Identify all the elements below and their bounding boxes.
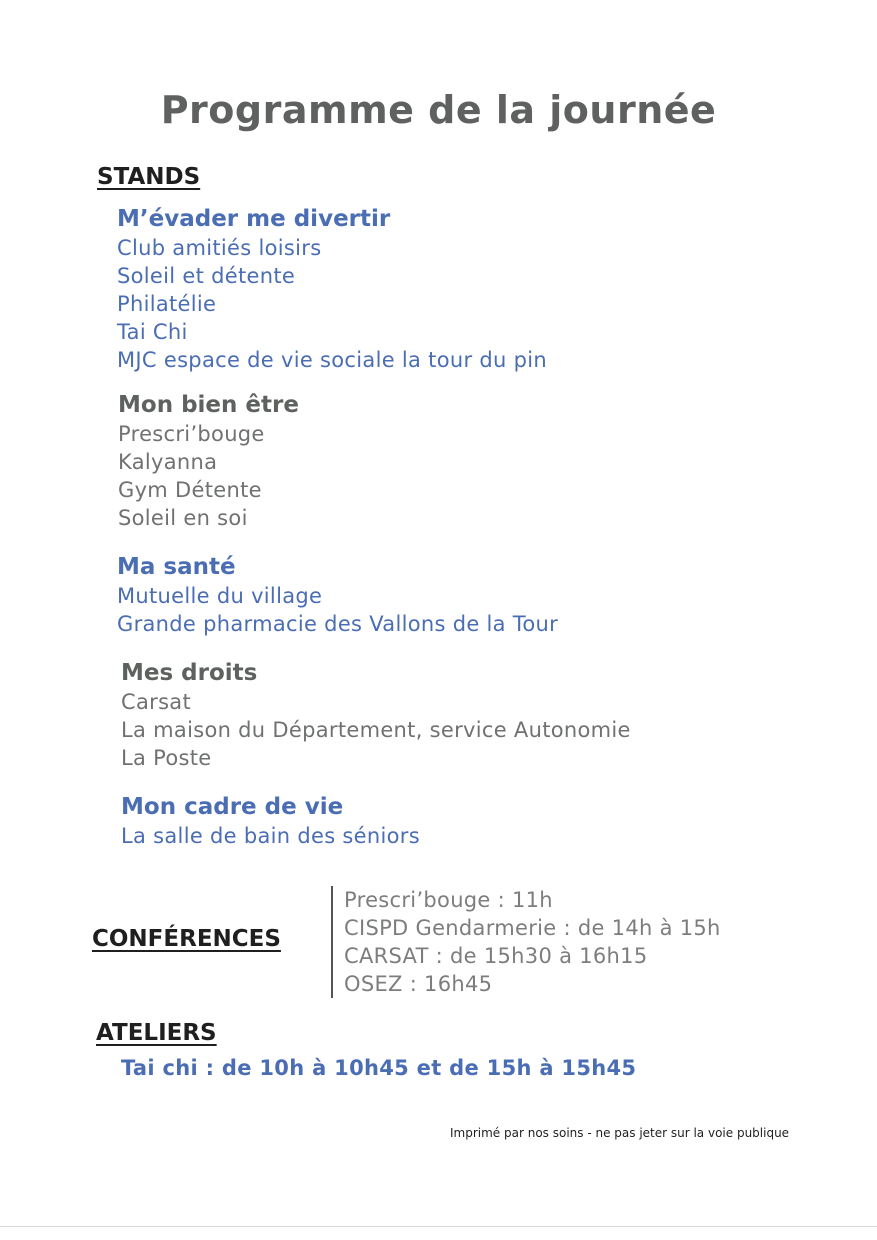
page-title: Programme de la journée (160, 88, 717, 132)
ateliers-heading: ATELIERS (96, 1020, 217, 1046)
group-title: M’évader me divertir (117, 206, 391, 232)
list-item: Soleil et détente (117, 264, 296, 288)
stand-group-sante (117, 552, 558, 638)
list-item: CARSAT : de 15h30 à 16h15 (344, 944, 648, 968)
stand-group-cadre-de-vie (121, 792, 420, 850)
stand-group-droits (121, 658, 631, 772)
list-item: Club amitiés loisirs (117, 236, 322, 260)
list-item: CISPD Gendarmerie : de 14h à 15h (344, 916, 721, 940)
list-item: Tai Chi (117, 320, 188, 344)
group-title: Mon cadre de vie (121, 794, 344, 820)
list-item: OSEZ : 16h45 (344, 972, 493, 996)
footer-note: Imprimé par nos soins - ne pas jeter sur la voie publique (450, 1126, 790, 1140)
list-item: La Poste (121, 746, 212, 770)
stand-group-evader (117, 204, 547, 374)
group-title: Mes droits (121, 660, 258, 686)
list-item: Grande pharmacie des Vallons de la Tour (117, 612, 559, 636)
conferences-list (331, 886, 721, 998)
list-item: Soleil en soi (118, 506, 248, 530)
list-item: La salle de bain des séniors (121, 824, 420, 848)
group-title: Mon bien être (118, 392, 299, 418)
group-title: Ma santé (117, 554, 236, 580)
list-item: Kalyanna (118, 450, 218, 474)
list-item: Philatélie (117, 292, 217, 316)
list-item: Prescri’bouge : 11h (344, 888, 553, 912)
list-item: Prescri’bouge (118, 422, 265, 446)
list-item: MJC espace de vie sociale la tour du pin (117, 348, 547, 372)
list-item: Gym Détente (118, 478, 262, 502)
conferences-heading: CONFÉRENCES (92, 926, 281, 952)
list-item: Mutuelle du village (117, 584, 323, 608)
stand-group-bien-etre (118, 390, 299, 532)
list-item: La maison du Département, service Autonomie (121, 718, 631, 742)
atelier-tai-chi: Tai chi : de 10h à 10h45 et de 15h à 15h45 (121, 1056, 637, 1080)
divider (0, 1226, 877, 1227)
stands-heading: STANDS (97, 164, 201, 190)
list-item: Carsat (121, 690, 192, 714)
